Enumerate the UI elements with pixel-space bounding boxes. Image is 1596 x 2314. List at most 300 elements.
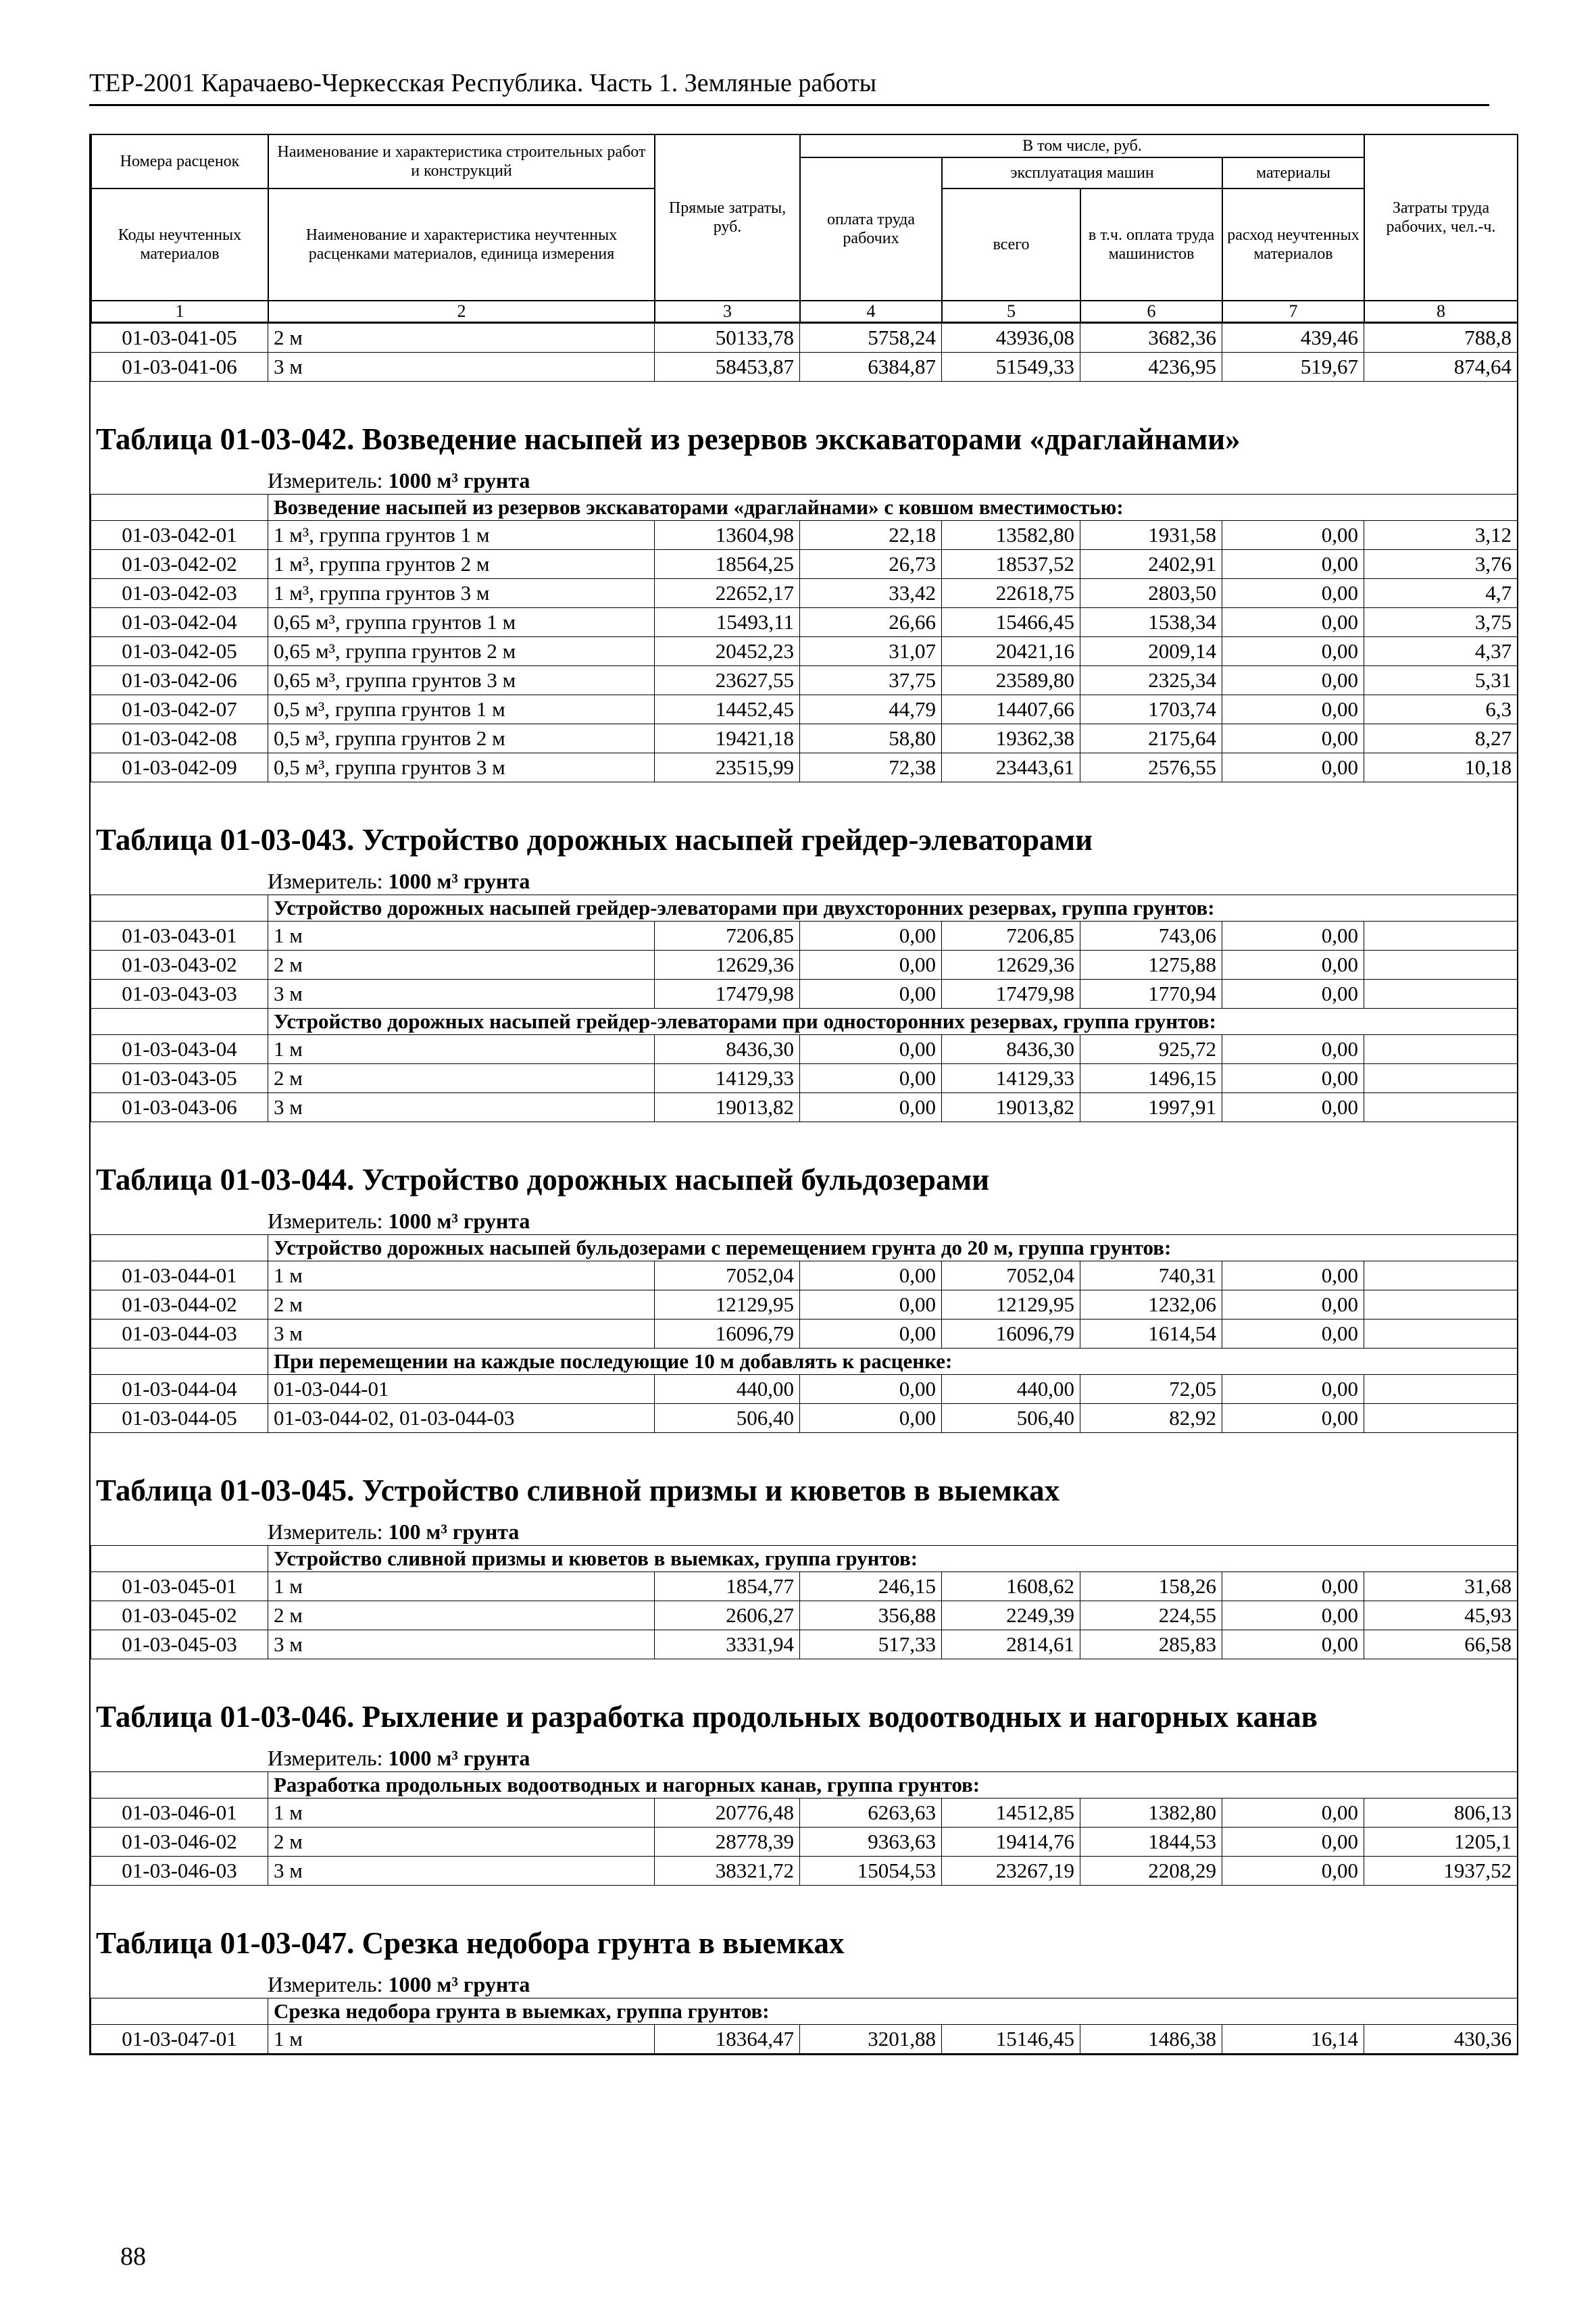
rate-value: 1931,58 <box>1080 521 1222 550</box>
rate-value: 740,31 <box>1080 1261 1222 1290</box>
rates-table <box>91 1545 1518 1659</box>
rate-value: 19421,18 <box>655 724 800 753</box>
rate-value: 19414,76 <box>942 1828 1080 1857</box>
rate-value: 806,13 <box>1364 1799 1518 1828</box>
rate-value <box>1364 951 1518 980</box>
table-row <box>91 1064 1518 1093</box>
measure-label: Измеритель: <box>268 1209 389 1233</box>
rate-value: 15146,45 <box>942 2025 1080 2054</box>
rate-value: 0,00 <box>1222 1290 1364 1319</box>
rate-code: 01-03-044-04 <box>91 1375 268 1404</box>
rate-value: 1937,52 <box>1364 1857 1518 1886</box>
rate-value: 0,00 <box>1222 1601 1364 1630</box>
rate-value: 440,00 <box>942 1375 1080 1404</box>
measure-line <box>91 467 1517 494</box>
col8-header: Затраты труда рабочих, чел.-ч. <box>1364 134 1518 301</box>
rate-value: 0,00 <box>1222 1857 1364 1886</box>
rate-code: 01-03-044-05 <box>91 1404 268 1433</box>
rate-value: 10,18 <box>1364 753 1518 782</box>
subheading-lead <box>91 495 268 521</box>
table-row <box>91 922 1518 951</box>
rate-value: 20452,23 <box>655 637 800 666</box>
table-row <box>91 1799 1518 1828</box>
rate-value: 0,00 <box>1222 1404 1364 1433</box>
measure-value: 100 м³ грунта <box>388 1519 520 1544</box>
rate-value: 23627,55 <box>655 666 800 695</box>
subheading-lead <box>91 1009 268 1035</box>
rate-value <box>1364 1319 1518 1349</box>
rate-name: 0,65 м³, группа грунтов 1 м <box>268 608 655 637</box>
rate-value: 72,38 <box>800 753 942 782</box>
rate-value: 22618,75 <box>942 579 1080 608</box>
rate-value: 12629,36 <box>942 951 1080 980</box>
subheading-text: Срезка недобора грунта в выемках, группа грунтов: <box>268 1998 1518 2025</box>
rate-value: 0,00 <box>1222 1093 1364 1122</box>
rate-value: 0,00 <box>1222 1319 1364 1349</box>
rates-table <box>91 1771 1518 1886</box>
rate-value: 430,36 <box>1364 2025 1518 2054</box>
rate-value: 15054,53 <box>800 1857 942 1886</box>
rate-value: 0,00 <box>1222 1630 1364 1659</box>
rate-value: 2249,39 <box>942 1601 1080 1630</box>
rate-value: 874,64 <box>1364 353 1518 382</box>
table-title: Таблица 01-03-047. Срезка недобора грунта в выемках <box>96 1926 845 1960</box>
table-row <box>91 1375 1518 1404</box>
rate-value: 0,00 <box>1222 980 1364 1009</box>
rate-value: 37,75 <box>800 666 942 695</box>
rate-value: 4236,95 <box>1080 353 1222 382</box>
subheading-text: Разработка продольных водоотводных и нагорных канав, группа грунтов: <box>268 1772 1518 1799</box>
rate-value: 788,8 <box>1364 324 1518 353</box>
col2-top-header: Наименование и характеристика строительных работ и конструкций <box>268 134 655 188</box>
rate-value: 0,00 <box>800 1404 942 1433</box>
rate-code: 01-03-045-01 <box>91 1572 268 1601</box>
column-number: 2 <box>268 301 655 322</box>
rate-name: 3 м <box>268 1857 655 1886</box>
rate-value: 246,15 <box>800 1572 942 1601</box>
group-subheading <box>91 495 1518 521</box>
column-number: 3 <box>655 301 800 322</box>
rate-code: 01-03-043-01 <box>91 922 268 951</box>
rate-value: 1608,62 <box>942 1572 1080 1601</box>
rate-value: 0,00 <box>1222 1572 1364 1601</box>
table-row <box>91 1319 1518 1349</box>
measure-line <box>91 1971 1517 1998</box>
measure-value: 1000 м³ грунта <box>388 468 530 493</box>
rate-code: 01-03-044-03 <box>91 1319 268 1349</box>
rate-value: 285,83 <box>1080 1630 1222 1659</box>
table-row <box>91 1630 1518 1659</box>
subheading-text: При перемещении на каждые последующие 10 м добавлять к расценке: <box>268 1349 1518 1375</box>
table-row <box>91 1572 1518 1601</box>
group-subheading <box>91 1772 1518 1799</box>
rate-value: 12629,36 <box>655 951 800 980</box>
measure-line <box>91 1744 1517 1771</box>
table-row <box>91 1290 1518 1319</box>
rate-value: 2576,55 <box>1080 753 1222 782</box>
measure-label: Измеритель: <box>268 468 389 493</box>
rate-value: 2814,61 <box>942 1630 1080 1659</box>
rate-value: 0,00 <box>800 951 942 980</box>
rate-value: 23589,80 <box>942 666 1080 695</box>
rate-value: 12129,95 <box>942 1290 1080 1319</box>
rate-code: 01-03-044-02 <box>91 1290 268 1319</box>
table-row <box>91 1035 1518 1064</box>
rate-value: 1232,06 <box>1080 1290 1222 1319</box>
rate-name: 3 м <box>268 980 655 1009</box>
rate-value: 18537,52 <box>942 550 1080 579</box>
subheading-text: Устройство дорожных насыпей бульдозерами с перемещением грунта до 20 м, группа грунтов: <box>268 1235 1518 1261</box>
rate-value: 26,73 <box>800 550 942 579</box>
subheading-lead <box>91 1235 268 1261</box>
rate-code: 01-03-046-01 <box>91 1799 268 1828</box>
rate-code: 01-03-042-01 <box>91 521 268 550</box>
rate-value: 22,18 <box>800 521 942 550</box>
rate-value: 72,05 <box>1080 1375 1222 1404</box>
rate-value: 356,88 <box>800 1601 942 1630</box>
rate-value: 31,07 <box>800 637 942 666</box>
subheading-lead <box>91 895 268 922</box>
rate-value: 45,93 <box>1364 1601 1518 1630</box>
rate-name: 2 м <box>268 1064 655 1093</box>
rate-value: 2325,34 <box>1080 666 1222 695</box>
rate-value: 0,00 <box>1222 608 1364 637</box>
column-number: 6 <box>1080 301 1222 322</box>
rate-name: 0,5 м³, группа грунтов 1 м <box>268 695 655 724</box>
table-row <box>91 1261 1518 1290</box>
table-row <box>91 951 1518 980</box>
rate-value: 0,00 <box>1222 579 1364 608</box>
materials-header: материалы <box>1222 157 1364 188</box>
rate-value: 1770,94 <box>1080 980 1222 1009</box>
column-number: 5 <box>942 301 1080 322</box>
table-row <box>91 1093 1518 1122</box>
rate-name: 1 м <box>268 2025 655 2054</box>
measure-label: Измеритель: <box>268 869 389 893</box>
rate-value: 19362,38 <box>942 724 1080 753</box>
rate-value: 12129,95 <box>655 1290 800 1319</box>
rate-value: 0,00 <box>1222 1799 1364 1828</box>
rate-code: 01-03-041-05 <box>91 324 268 353</box>
rate-name: 0,65 м³, группа грунтов 3 м <box>268 666 655 695</box>
rate-value: 6263,63 <box>800 1799 942 1828</box>
measure-value: 1000 м³ грунта <box>388 1972 530 1996</box>
rate-name: 1 м³, группа грунтов 3 м <box>268 579 655 608</box>
rate-value: 38321,72 <box>655 1857 800 1886</box>
rate-value: 925,72 <box>1080 1035 1222 1064</box>
subheading-lead <box>91 1349 268 1375</box>
rate-code: 01-03-046-03 <box>91 1857 268 1886</box>
rate-name: 0,65 м³, группа грунтов 2 м <box>268 637 655 666</box>
rate-value: 19013,82 <box>942 1093 1080 1122</box>
rate-name: 0,5 м³, группа грунтов 2 м <box>268 724 655 753</box>
rate-value: 15466,45 <box>942 608 1080 637</box>
rate-value: 7052,04 <box>655 1261 800 1290</box>
table-row <box>91 608 1518 637</box>
rate-value: 2606,27 <box>655 1601 800 1630</box>
measure-value: 1000 м³ грунта <box>388 1746 530 1770</box>
measure-line <box>91 867 1517 895</box>
rate-value: 23443,61 <box>942 753 1080 782</box>
table-row <box>91 579 1518 608</box>
subheading-lead <box>91 1546 268 1572</box>
rate-value: 3331,94 <box>655 1630 800 1659</box>
rate-value: 2208,29 <box>1080 1857 1222 1886</box>
rate-name: 01-03-044-01 <box>268 1375 655 1404</box>
table-title: Таблица 01-03-043. Устройство дорожных насыпей грейдер-элеваторами <box>96 823 1093 857</box>
rate-value: 7206,85 <box>942 922 1080 951</box>
column-number: 4 <box>800 301 942 322</box>
rate-code: 01-03-045-03 <box>91 1630 268 1659</box>
rates-table <box>91 1998 1518 2054</box>
rate-code: 01-03-045-02 <box>91 1601 268 1630</box>
rate-code: 01-03-042-05 <box>91 637 268 666</box>
rate-value: 14512,85 <box>942 1799 1080 1828</box>
col7-header: расход неучтенных материалов <box>1222 188 1364 301</box>
rate-value: 224,55 <box>1080 1601 1222 1630</box>
rate-code: 01-03-043-02 <box>91 951 268 980</box>
measure-value: 1000 м³ грунта <box>388 869 530 893</box>
table-title: Таблица 01-03-044. Устройство дорожных насыпей бульдозерами <box>96 1163 990 1197</box>
table-row <box>91 550 1518 579</box>
rate-value: 1844,53 <box>1080 1828 1222 1857</box>
table-row <box>91 2025 1518 2054</box>
rate-value: 58453,87 <box>655 353 800 382</box>
rate-name: 1 м³, группа грунтов 1 м <box>268 521 655 550</box>
rate-value: 0,00 <box>1222 666 1364 695</box>
rate-value: 3682,36 <box>1080 324 1222 353</box>
rate-value <box>1364 1290 1518 1319</box>
rate-name: 0,5 м³, группа грунтов 3 м <box>268 753 655 782</box>
rate-value: 23267,19 <box>942 1857 1080 1886</box>
rate-value: 1486,38 <box>1080 2025 1222 2054</box>
rate-value: 2803,50 <box>1080 579 1222 608</box>
rate-value: 19013,82 <box>655 1093 800 1122</box>
table-row <box>91 695 1518 724</box>
rate-value: 743,06 <box>1080 922 1222 951</box>
rate-value: 4,7 <box>1364 579 1518 608</box>
rate-value: 13582,80 <box>942 521 1080 550</box>
rates-table <box>91 1234 1518 1433</box>
rate-value: 7052,04 <box>942 1261 1080 1290</box>
rate-code: 01-03-041-06 <box>91 353 268 382</box>
rate-value: 8,27 <box>1364 724 1518 753</box>
table-title: Таблица 01-03-046. Рыхление и разработка продольных водоотводных и нагорных канав <box>96 1700 1318 1734</box>
rate-value: 3,75 <box>1364 608 1518 637</box>
rate-value: 18364,47 <box>655 2025 800 2054</box>
rate-value <box>1364 1093 1518 1122</box>
rate-value: 1614,54 <box>1080 1319 1222 1349</box>
rate-value: 3,12 <box>1364 521 1518 550</box>
rate-value: 0,00 <box>800 1093 942 1122</box>
table-row <box>91 724 1518 753</box>
rate-value: 1538,34 <box>1080 608 1222 637</box>
rate-value: 2175,64 <box>1080 724 1222 753</box>
rate-value: 0,00 <box>1222 1828 1364 1857</box>
table-row <box>91 1601 1518 1630</box>
table-row <box>91 353 1518 382</box>
rate-value: 0,00 <box>800 922 942 951</box>
rate-name: 1 м <box>268 1261 655 1290</box>
rate-value: 13604,98 <box>655 521 800 550</box>
rate-value: 7206,85 <box>655 922 800 951</box>
rate-value: 519,67 <box>1222 353 1364 382</box>
rate-code: 01-03-044-01 <box>91 1261 268 1290</box>
rate-value: 14452,45 <box>655 695 800 724</box>
col1-bottom-header: Коды неучтенных материалов <box>91 188 268 301</box>
rate-value <box>1364 1261 1518 1290</box>
column-number: 8 <box>1364 301 1518 322</box>
rate-name: 3 м <box>268 1319 655 1349</box>
table-row <box>91 521 1518 550</box>
table-title: Таблица 01-03-042. Возведение насыпей из резервов экскаваторами «драглайнами» <box>96 422 1241 456</box>
rate-value: 26,66 <box>800 608 942 637</box>
subheading-text: Устройство сливной призмы и кюветов в выемках, группа грунтов: <box>268 1546 1518 1572</box>
rates-table <box>91 494 1518 782</box>
rate-name: 2 м <box>268 1828 655 1857</box>
rate-code: 01-03-042-04 <box>91 608 268 637</box>
rate-value: 8436,30 <box>655 1035 800 1064</box>
rate-value: 20776,48 <box>655 1799 800 1828</box>
measure-label: Измеритель: <box>268 1972 389 1996</box>
rates-sheet <box>89 134 1518 2055</box>
rate-value: 23515,99 <box>655 753 800 782</box>
rates-table <box>91 895 1518 1122</box>
rate-value: 0,00 <box>1222 550 1364 579</box>
rate-value: 5758,24 <box>800 324 942 353</box>
rate-value: 17479,98 <box>942 980 1080 1009</box>
group-subheading <box>91 1998 1518 2025</box>
rate-value: 3,76 <box>1364 550 1518 579</box>
rate-value <box>1364 1404 1518 1433</box>
rate-value: 17479,98 <box>655 980 800 1009</box>
subheading-text: Устройство дорожных насыпей грейдер-элеваторами при односторонних резервах, группа грунтов: <box>268 1009 1518 1035</box>
measure-label: Измеритель: <box>268 1746 389 1770</box>
rate-value: 0,00 <box>1222 951 1364 980</box>
table-row <box>91 637 1518 666</box>
rate-value: 22652,17 <box>655 579 800 608</box>
rate-value: 31,68 <box>1364 1572 1518 1601</box>
rate-value: 0,00 <box>1222 1375 1364 1404</box>
rate-value: 506,40 <box>942 1404 1080 1433</box>
rate-code: 01-03-042-03 <box>91 579 268 608</box>
rate-value: 0,00 <box>800 1035 942 1064</box>
col3-header: Прямые затраты, руб. <box>655 134 800 301</box>
rate-name: 1 м³, группа грунтов 2 м <box>268 550 655 579</box>
rate-code: 01-03-042-07 <box>91 695 268 724</box>
rate-value: 44,79 <box>800 695 942 724</box>
rate-value: 1703,74 <box>1080 695 1222 724</box>
rate-value: 8436,30 <box>942 1035 1080 1064</box>
table-row <box>91 666 1518 695</box>
rate-value: 0,00 <box>1222 922 1364 951</box>
machines-header: эксплуатация машин <box>942 157 1222 188</box>
rate-value: 33,42 <box>800 579 942 608</box>
rate-name: 2 м <box>268 1601 655 1630</box>
rate-value: 1382,80 <box>1080 1799 1222 1828</box>
rate-value: 14129,33 <box>942 1064 1080 1093</box>
table-row <box>91 1404 1518 1433</box>
rate-code: 01-03-042-08 <box>91 724 268 753</box>
rate-value: 0,00 <box>800 1319 942 1349</box>
rate-value: 0,00 <box>1222 637 1364 666</box>
rate-code: 01-03-042-02 <box>91 550 268 579</box>
col6-header: в т.ч. оплата труда машинистов <box>1080 188 1222 301</box>
rate-value: 16,14 <box>1222 2025 1364 2054</box>
rate-value: 20421,16 <box>942 637 1080 666</box>
rate-value: 440,00 <box>655 1375 800 1404</box>
rate-value: 18564,25 <box>655 550 800 579</box>
rate-value: 0,00 <box>1222 521 1364 550</box>
rate-name: 01-03-044-02, 01-03-044-03 <box>268 1404 655 1433</box>
rate-name: 3 м <box>268 1093 655 1122</box>
table-title: Таблица 01-03-045. Устройство сливной призмы и кюветов в выемках <box>96 1474 1060 1507</box>
page-header: ТЕР-2001 Карачаево-Черкесская Республика. Часть 1. Земляные работы <box>89 68 1489 106</box>
rate-value: 0,00 <box>1222 1261 1364 1290</box>
rate-value: 66,58 <box>1364 1630 1518 1659</box>
page-number: 88 <box>120 2242 146 2271</box>
rate-value: 0,00 <box>1222 1064 1364 1093</box>
rate-value: 2402,91 <box>1080 550 1222 579</box>
subheading-lead <box>91 1998 268 2025</box>
rate-value: 0,00 <box>1222 753 1364 782</box>
column-number: 7 <box>1222 301 1364 322</box>
rate-value: 158,26 <box>1080 1572 1222 1601</box>
table-row <box>91 1857 1518 1886</box>
rate-name: 1 м <box>268 922 655 951</box>
rate-name: 1 м <box>268 1799 655 1828</box>
rate-value: 0,00 <box>800 1064 942 1093</box>
table-row <box>91 1828 1518 1857</box>
rate-value <box>1364 922 1518 951</box>
rate-value <box>1364 1064 1518 1093</box>
rate-code: 01-03-046-02 <box>91 1828 268 1857</box>
rate-value: 1275,88 <box>1080 951 1222 980</box>
rate-code: 01-03-043-04 <box>91 1035 268 1064</box>
col4-header: оплата труда рабочих <box>800 157 942 301</box>
col1-top-header: Номера расценок <box>91 134 268 188</box>
rate-value: 0,00 <box>800 1261 942 1290</box>
rate-value <box>1364 1375 1518 1404</box>
rate-value: 50133,78 <box>655 324 800 353</box>
rates-body <box>91 323 1517 2054</box>
column-numbers-row <box>91 301 1518 322</box>
rate-value: 28778,39 <box>655 1828 800 1857</box>
col2-bottom-header: Наименование и характеристика неучтенных расценками материалов, единица измерения <box>268 188 655 301</box>
rate-code: 01-03-043-05 <box>91 1064 268 1093</box>
rate-value: 2009,14 <box>1080 637 1222 666</box>
measure-line <box>91 1207 1517 1234</box>
rate-value: 6,3 <box>1364 695 1518 724</box>
rate-value: 16096,79 <box>655 1319 800 1349</box>
rate-value: 0,00 <box>800 1290 942 1319</box>
rate-value: 58,80 <box>800 724 942 753</box>
table-row <box>91 753 1518 782</box>
rate-value: 15493,11 <box>655 608 800 637</box>
group-header: В том числе, руб. <box>800 134 1364 157</box>
rate-value: 439,46 <box>1222 324 1364 353</box>
rate-value: 0,00 <box>1222 1035 1364 1064</box>
group-subheading <box>91 895 1518 922</box>
rate-value <box>1364 1035 1518 1064</box>
rate-value: 5,31 <box>1364 666 1518 695</box>
rate-value: 4,37 <box>1364 637 1518 666</box>
rate-name: 1 м <box>268 1572 655 1601</box>
rate-value: 506,40 <box>655 1404 800 1433</box>
measure-label: Измеритель: <box>268 1519 389 1544</box>
rate-value: 1997,91 <box>1080 1093 1222 1122</box>
rate-value: 6384,87 <box>800 353 942 382</box>
